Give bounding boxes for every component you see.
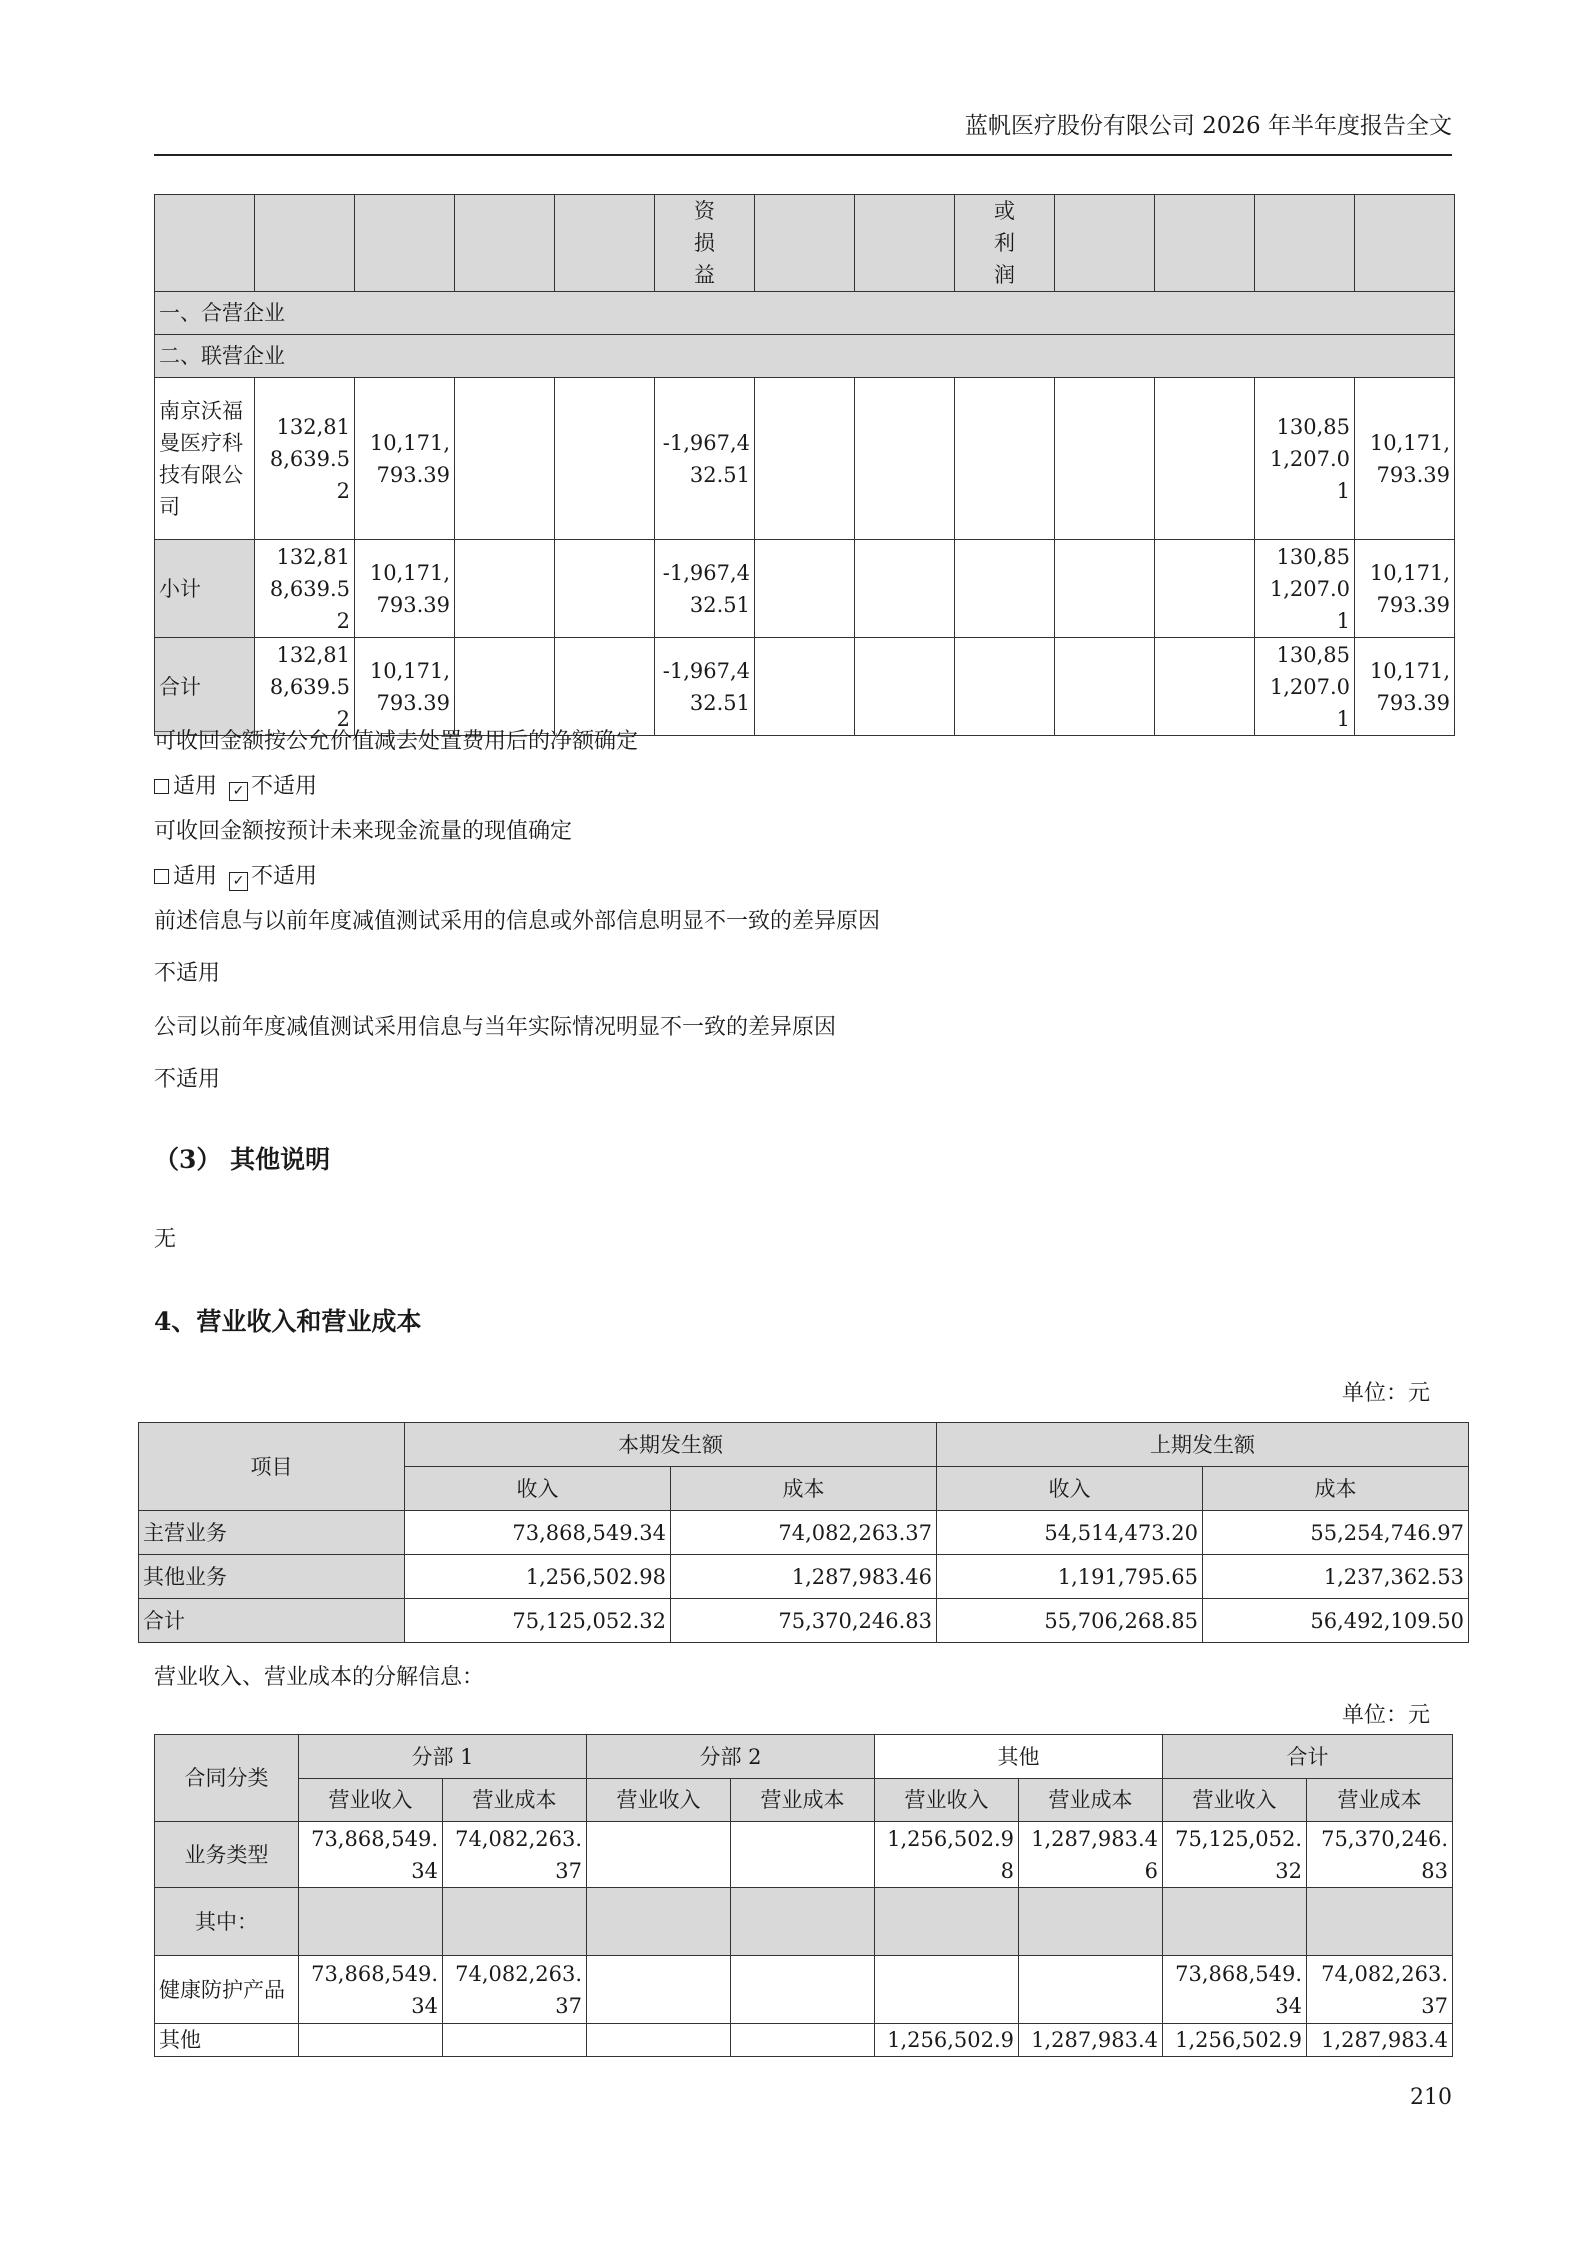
- table-cell: [875, 1956, 1019, 2024]
- unchecked-box-icon: [154, 779, 169, 794]
- table-row: [155, 1822, 1453, 1888]
- header-cell: [1155, 195, 1255, 292]
- table-cell: [855, 378, 955, 540]
- column-header-prior: 上期发生额: [937, 1423, 1469, 1467]
- note-answer: 不适用: [154, 1067, 221, 1092]
- table-row: [155, 1956, 1453, 2024]
- table-cell: 74,082,263.37: [443, 1956, 587, 2024]
- decomposition-intro: 营业收入、营业成本的分解信息：: [154, 1665, 485, 1690]
- table-cell: 130,851,207.01: [1255, 540, 1355, 638]
- unit-label: 单位：元: [1341, 1703, 1430, 1728]
- row-label: 合计: [155, 638, 255, 736]
- table-cell: 74,082,263.37: [671, 1511, 937, 1555]
- column-header-current: 本期发生额: [405, 1423, 937, 1467]
- subheader-cost: 营业成本: [731, 1779, 875, 1822]
- table-cell: -1,967,432.51: [655, 540, 755, 638]
- table-cell: [455, 540, 555, 638]
- table-cell: 56,492,109.50: [1203, 1599, 1469, 1643]
- revenue-cost-table: [138, 1422, 1469, 1643]
- table-cell: 75,125,052.32: [405, 1599, 671, 1643]
- table-cell: [587, 1956, 731, 2024]
- table-row: [139, 1599, 1469, 1643]
- table-cell: 130,851,207.01: [1255, 638, 1355, 736]
- checked-box-icon: ✓: [229, 872, 248, 891]
- table-cell: [455, 378, 555, 540]
- subheader-cost: 营业成本: [1307, 1779, 1453, 1822]
- table-cell: [1155, 638, 1255, 736]
- table-cell: 10,171,793.39: [355, 378, 455, 540]
- table-cell: 73,868,549.34: [1163, 1956, 1307, 2024]
- column-header-group: 分部 1: [299, 1735, 587, 1779]
- section-row-joint-ventures: [155, 292, 1455, 335]
- page-number: 210: [1410, 2085, 1452, 2110]
- subheader-cost: 营业成本: [443, 1779, 587, 1822]
- row-label: 其他业务: [139, 1555, 405, 1599]
- table-cell: 1,256,502.98: [405, 1555, 671, 1599]
- table-cell: 55,254,746.97: [1203, 1511, 1469, 1555]
- header-cell: 资损益: [655, 195, 755, 292]
- section-4-title: 4、营业收入和营业成本: [154, 1307, 422, 1336]
- table-cell: -1,967,432.51: [655, 378, 755, 540]
- table-cell: [955, 540, 1055, 638]
- section-label: 二、联营企业: [155, 335, 1455, 378]
- table-cell: 73,868,549.34: [299, 1956, 443, 2024]
- table-cell: [443, 2024, 587, 2057]
- header-cell: 或利润: [955, 195, 1055, 292]
- applicability-line: [154, 861, 317, 893]
- section-label: 一、合营企业: [155, 292, 1455, 335]
- subheader-income: 收入: [405, 1467, 671, 1511]
- column-header-group: 分部 2: [587, 1735, 875, 1779]
- table-row: [155, 378, 1455, 540]
- unit-label: 单位：元: [1341, 1381, 1430, 1406]
- table-cell: 10,171,793.39: [1355, 540, 1455, 638]
- table-cell: [443, 1888, 587, 1956]
- row-label: 南京沃福曼医疗科技有限公司: [155, 378, 255, 540]
- row-label: 健康防护产品: [155, 1956, 299, 2024]
- table-header-row: [155, 195, 1455, 292]
- section-3-title: （3） 其他说明: [154, 1145, 331, 1174]
- table-cell: [1307, 1888, 1453, 1956]
- table-cell: [731, 1956, 875, 2024]
- table-cell: [731, 2024, 875, 2057]
- table-cell: -1,967,432.51: [655, 638, 755, 736]
- applicable-label: 适用: [173, 864, 218, 889]
- table-cell: 132,818,639.52: [255, 540, 355, 638]
- table-cell: 130,851,207.01: [1255, 378, 1355, 540]
- row-label: 主营业务: [139, 1511, 405, 1555]
- table-cell: [1055, 540, 1155, 638]
- subheader-income: 营业收入: [299, 1779, 443, 1822]
- table-cell: 10,171,793.39: [1355, 378, 1455, 540]
- header-rule: [154, 154, 1452, 156]
- table-cell: [455, 638, 555, 736]
- table-cell: 75,370,246.83: [671, 1599, 937, 1643]
- note-present-value: 可收回金额按预计未来现金流量的现值确定: [154, 819, 573, 844]
- table-cell: 1,237,362.53: [1203, 1555, 1469, 1599]
- table-cell: 73,868,549.34: [405, 1511, 671, 1555]
- header-cell: [1355, 195, 1455, 292]
- table-cell: [875, 1888, 1019, 1956]
- table-cell: 1,256,502.9: [875, 2024, 1019, 2057]
- unchecked-box-icon: [154, 869, 169, 884]
- table-cell: [1155, 540, 1255, 638]
- equity-investment-table: [154, 194, 1455, 736]
- column-header-group: 合计: [1163, 1735, 1453, 1779]
- table-cell: 74,082,263.37: [1307, 1956, 1453, 2024]
- table-header-row: [139, 1423, 1469, 1467]
- table-cell: 73,868,549.34: [299, 1822, 443, 1888]
- header-cell: [855, 195, 955, 292]
- note-difference-reason: 前述信息与以前年度减值测试采用的信息或外部信息明显不一致的差异原因: [154, 909, 881, 934]
- table-cell: [955, 378, 1055, 540]
- note-prior-year-reason: 公司以前年度减值测试采用信息与当年实际情况明显不一致的差异原因: [154, 1015, 837, 1040]
- row-label: 业务类型: [155, 1822, 299, 1888]
- table-cell: 10,171,793.39: [1355, 638, 1455, 736]
- table-cell: 1,287,983.46: [1019, 1822, 1163, 1888]
- table-cell: [555, 540, 655, 638]
- table-cell: 10,171,793.39: [355, 540, 455, 638]
- table-cell: 1,256,502.9: [1163, 2024, 1307, 2057]
- table-cell: [731, 1888, 875, 1956]
- table-cell: 74,082,263.37: [443, 1822, 587, 1888]
- section-row-associates: [155, 335, 1455, 378]
- table-cell: [1055, 378, 1155, 540]
- not-applicable-label: 不适用: [251, 864, 318, 889]
- table-cell: [855, 638, 955, 736]
- column-header-contract: 合同分类: [155, 1735, 299, 1822]
- table-row: [155, 1888, 1453, 1956]
- table-row: [155, 540, 1455, 638]
- column-header-group: 其他: [875, 1735, 1163, 1779]
- note-fair-value: 可收回金额按公允价值减去处置费用后的净额确定: [154, 729, 639, 754]
- header-cell: [355, 195, 455, 292]
- subheader-income: 营业收入: [875, 1779, 1019, 1822]
- table-cell: [955, 638, 1055, 736]
- table-cell: 132,818,639.52: [255, 638, 355, 736]
- section-3-body: 无: [154, 1227, 177, 1252]
- table-cell: [587, 2024, 731, 2057]
- subheader-cost: 成本: [671, 1467, 937, 1511]
- header-cell: [455, 195, 555, 292]
- table-cell: [299, 2024, 443, 2057]
- row-label: 其中：: [155, 1888, 299, 1956]
- table-cell: [587, 1888, 731, 1956]
- applicable-label: 适用: [173, 774, 218, 799]
- table-cell: 1,287,983.4: [1019, 2024, 1163, 2057]
- table-cell: [587, 1822, 731, 1888]
- table-cell: 55,706,268.85: [937, 1599, 1203, 1643]
- table-cell: [555, 638, 655, 736]
- header-cell: [255, 195, 355, 292]
- applicability-line: [154, 771, 317, 803]
- row-label: 小计: [155, 540, 255, 638]
- report-header: 蓝帆医疗股份有限公司 2026 年半年度报告全文: [964, 113, 1452, 139]
- table-cell: [755, 540, 855, 638]
- header-cell: [1255, 195, 1355, 292]
- note-answer: 不适用: [154, 961, 221, 986]
- header-cell: [155, 195, 255, 292]
- row-label: 其他: [155, 2024, 299, 2057]
- table-cell: [755, 378, 855, 540]
- table-header-row: [155, 1735, 1453, 1779]
- table-row: [155, 2024, 1453, 2057]
- header-cell: [755, 195, 855, 292]
- table-cell: 54,514,473.20: [937, 1511, 1203, 1555]
- not-applicable-label: 不适用: [251, 774, 318, 799]
- table-row: [139, 1555, 1469, 1599]
- table-cell: 10,171,793.39: [355, 638, 455, 736]
- subheader-cost: 成本: [1203, 1467, 1469, 1511]
- table-cell: [1155, 378, 1255, 540]
- table-subheader-row: [155, 1779, 1453, 1822]
- subheader-income: 营业收入: [1163, 1779, 1307, 1822]
- table-cell: [1163, 1888, 1307, 1956]
- table-row: [139, 1511, 1469, 1555]
- table-cell: 1,256,502.98: [875, 1822, 1019, 1888]
- subheader-income: 收入: [937, 1467, 1203, 1511]
- header-cell: [1055, 195, 1155, 292]
- table-cell: 1,191,795.65: [937, 1555, 1203, 1599]
- table-cell: [731, 1822, 875, 1888]
- checked-box-icon: ✓: [229, 782, 248, 801]
- column-header-item: 项目: [139, 1423, 405, 1511]
- row-label: 合计: [139, 1599, 405, 1643]
- table-cell: 75,125,052.32: [1163, 1822, 1307, 1888]
- subheader-cost: 营业成本: [1019, 1779, 1163, 1822]
- table-cell: [855, 540, 955, 638]
- table-cell: [299, 1888, 443, 1956]
- table-cell: [1019, 1956, 1163, 2024]
- subheader-income: 营业收入: [587, 1779, 731, 1822]
- table-row: [155, 638, 1455, 736]
- table-cell: [755, 638, 855, 736]
- table-cell: [555, 378, 655, 540]
- table-cell: [1019, 1888, 1163, 1956]
- table-cell: 75,370,246.83: [1307, 1822, 1453, 1888]
- revenue-decomposition-table: [154, 1734, 1453, 2057]
- table-cell: 1,287,983.4: [1307, 2024, 1453, 2057]
- table-cell: 1,287,983.46: [671, 1555, 937, 1599]
- table-cell: [1055, 638, 1155, 736]
- table-cell: 132,818,639.52: [255, 378, 355, 540]
- header-cell: [555, 195, 655, 292]
